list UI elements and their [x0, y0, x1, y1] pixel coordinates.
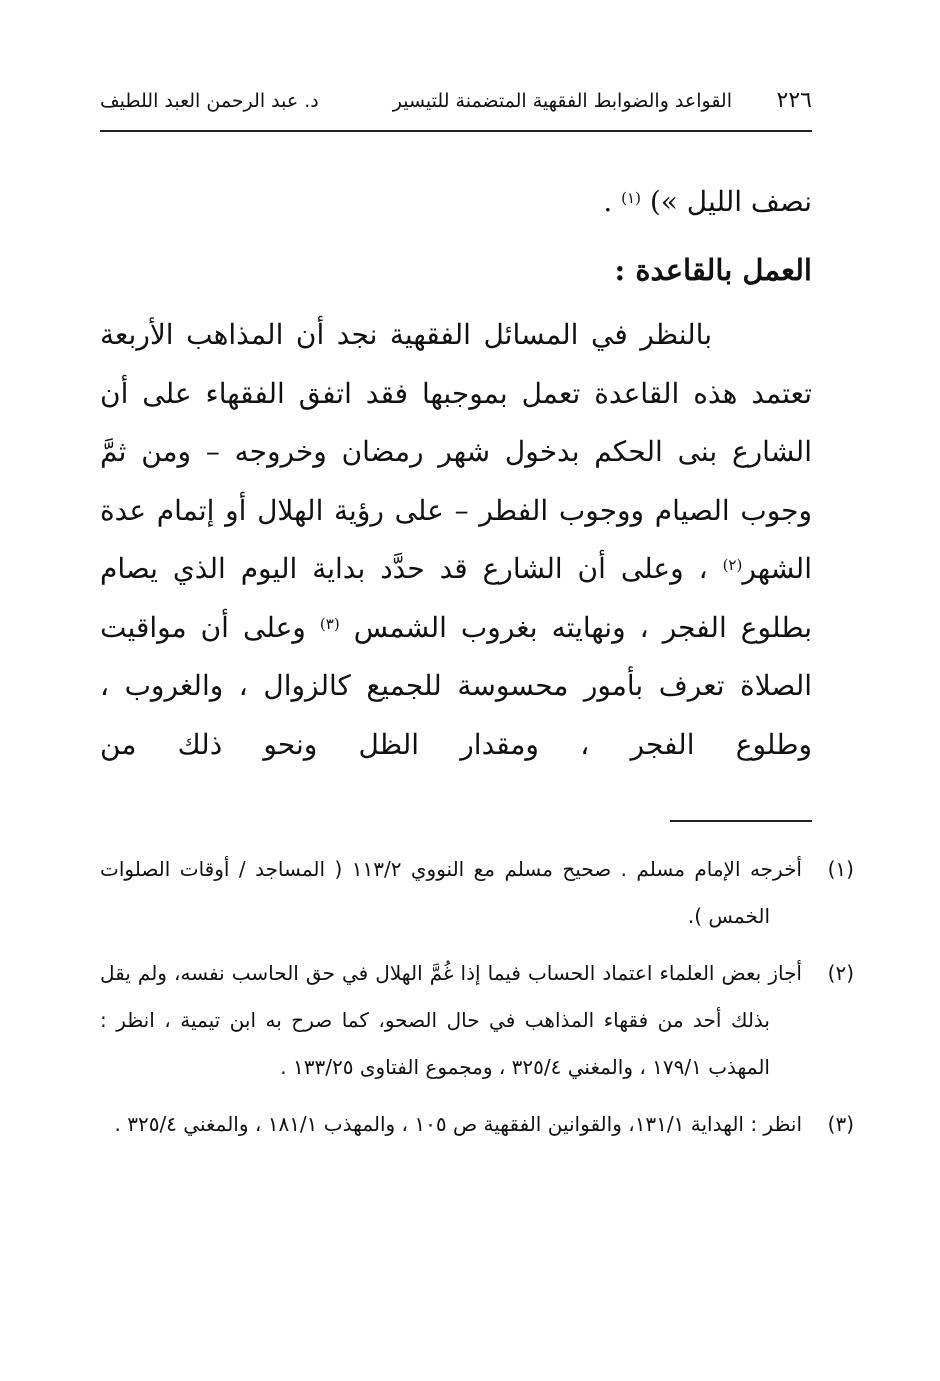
author-name: د. عبد الرحمن العبد اللطيف	[100, 90, 319, 112]
continuation-end: .	[603, 185, 613, 218]
footnote-rule	[670, 820, 812, 822]
footnote-text: أخرجه الإمام مسلم . صحيح مسلم مع النووي ١١٣/٢ ( المساجد / أوقات الصلوات الخمس ).	[100, 857, 802, 928]
page-number: ٢٢٦	[776, 88, 812, 113]
footnote-text: أجاز بعض العلماء اعتماد الحساب فيما إذا غُمَّ الهلال في حق الحاسب نفسه، ولم يقل بذلك أحد من فقهاء المذاهب في حال الصحو، كما صرح به ابن تيمية ، انظر : المهذب ١٧٩/١ ، والمغني ٣٢٥/٤ ، ومجموع الفتاوى ١٣٣/٢٥ .	[100, 961, 802, 1079]
section-heading: العمل بالقاعدة :	[614, 253, 812, 287]
footnote-text: انظر : الهداية ١٣١/١، والقوانين الفقهية ص ١٠٥ ، والمهذب ١٨١/١ ، والمغني ٣٢٥/٤ .	[114, 1112, 802, 1136]
body-text-2: ، وعلى أن الشارع قد حدَّد بداية اليوم الذي يصام بطلوع الفجر ، ونهايته بغروب الشمس	[100, 552, 812, 644]
footnote-ref-3: (٣)	[319, 614, 340, 633]
body-text-3: وعلى أن مواقيت الصلاة تعرف بأمور محسوسة للجميع كالزوال ، والغروب ، وطلوع الفجر ، ومقدار الظل ونحو ذلك من	[100, 610, 812, 761]
footnote-2: (٢)أجاز بعض العلماء اعتماد الحساب فيما إذا غُمَّ الهلال في حق الحاسب نفسه، ولم يقل بذلك أحد من فقهاء المذاهب في حال الصحو، كما صرح به ابن تيمية ، انظر : المهذب ١٧٩/١ ، والمغني ٣٢٥/٤ ، ومجموع الفتاوى ١٣٣/٢٥ .	[100, 961, 854, 1079]
book-title: القواعد والضوابط الفقهية المتضمنة للتيسير	[392, 90, 732, 112]
header-rule	[100, 130, 812, 132]
footnote-1: (١)أخرجه الإمام مسلم . صحيح مسلم مع النووي ١١٣/٢ ( المساجد / أوقات الصلوات الخمس ).	[100, 857, 854, 928]
body-text-1: بالنظر في المسائل الفقهية نجد أن المذاهب الأربعة تعتمد هذه القاعدة تعمل بموجبها فقد اتفق الفقهاء على أن الشارع بنى الحكم بدخول شهر رمضان وخروجه – ومن ثمَّ وجوب الصيام ووجوب الفطر – على رؤية الهلال أو إتمام عدة الشهر	[100, 318, 812, 585]
footnotes	[100, 846, 854, 1158]
continuation-line	[100, 180, 812, 224]
running-header	[100, 84, 812, 118]
footnote-ref-2: (٢)	[722, 556, 743, 574]
footnote-ref-1: (١)	[621, 189, 641, 207]
body-paragraph	[100, 306, 812, 774]
continuation-text: نصف الليل »)	[649, 185, 812, 218]
footnote-3: (٣)انظر : الهداية ١٣١/١، والقوانين الفقهية ص ١٠٥ ، والمهذب ١٨١/١ ، والمغني ٣٢٥/٤ .	[114, 1112, 854, 1136]
